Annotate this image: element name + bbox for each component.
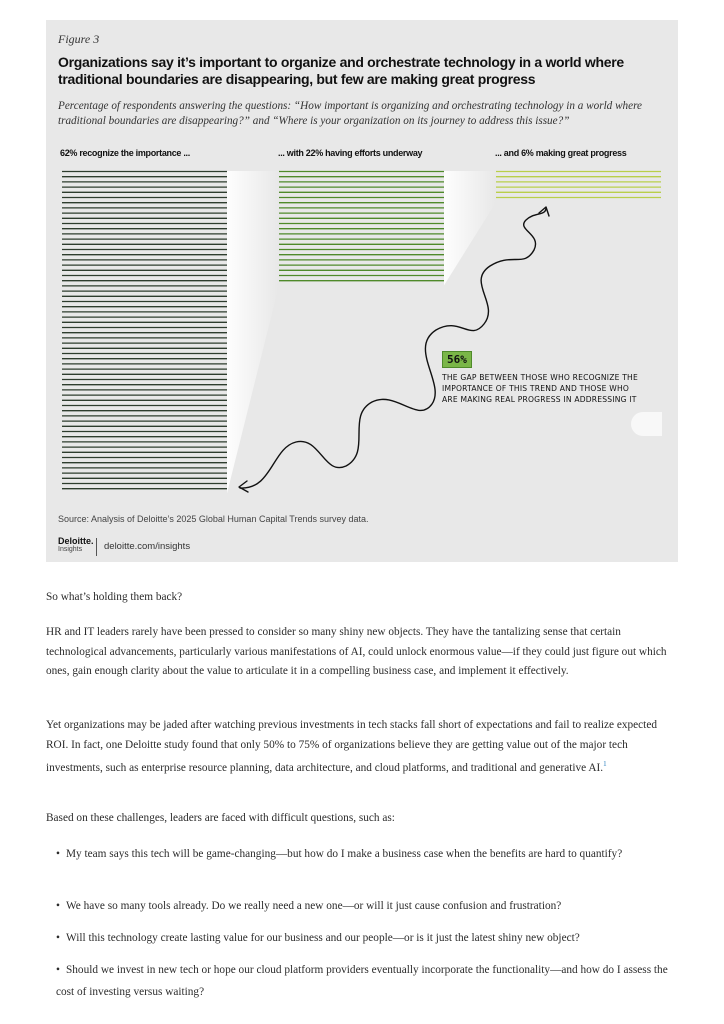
gap-callout-text: THE GAP BETWEEN THOSE WHO RECOGNIZE THE IMPORTANCE OF THIS TREND AND THOSE WHO ARE MAKING REAL PROGRESS IN ADDRESSING IT bbox=[442, 373, 638, 404]
list-item-text: We have so many tools already. Do we really need a new one—or will it just cause confusion and frustration? bbox=[66, 900, 562, 912]
list-item-text: Will this technology create lasting value for our business and our people—or is it just the latest shiny new object? bbox=[66, 932, 580, 944]
figure-panel bbox=[46, 20, 678, 562]
column-label-recognize: 62% recognize the importance ... bbox=[60, 148, 190, 158]
paragraph-2 bbox=[46, 716, 678, 778]
question-text: So what’s holding them back? bbox=[46, 591, 183, 603]
footnote-link[interactable]: 1 bbox=[603, 760, 607, 768]
paragraph-3-text: Based on these challenges, leaders are faced with difficult questions, such as: bbox=[46, 812, 395, 824]
side-tab-handle[interactable] bbox=[631, 412, 662, 436]
bullet-icon: • bbox=[56, 900, 60, 912]
insights-link[interactable]: deloitte.com/insights bbox=[104, 541, 191, 552]
list-item-text: Should we invest in new tech or hope our cloud platform providers eventually incorporate the functionality—and how do I assess the cost of investing versus waiting? bbox=[56, 964, 668, 998]
bar-2 bbox=[279, 172, 444, 281]
bar-3 bbox=[496, 172, 661, 198]
figure-label: Figure 3 bbox=[58, 32, 100, 46]
paragraph-1 bbox=[46, 623, 678, 682]
logo-sub: Insights bbox=[58, 546, 83, 553]
paragraph-1-text: HR and IT leaders rarely have been pressed to consider so many shiny new objects. They have the tantalizing sense that certain technological advancements, particularly various manifestations of AI, could unlock enormous value—if they could just figure out which ones, gain enough clarity about the value to articulate it in a compelling business case, and implement it effectively. bbox=[46, 626, 667, 677]
arrow-head-bottom-icon bbox=[239, 481, 248, 492]
figure-title: Organizations say it’s important to organize and orchestrate technology in a world where traditional boundaries are disappearing, but few are making great progress bbox=[58, 54, 624, 87]
gap-percent-badge: 56% bbox=[442, 351, 472, 368]
paragraph-3 bbox=[46, 809, 678, 829]
logo-brand: Deloitte. bbox=[58, 536, 94, 546]
figure-subtitle: Percentage of respondents answering the questions: “How important is organizing and orchestrating technology in a world where traditional boundaries are disappearing?” and “Where is your organization on its journey to address this issue?” bbox=[58, 100, 642, 127]
chart-graphic bbox=[46, 20, 678, 562]
list-item bbox=[56, 959, 678, 1003]
list-item bbox=[56, 843, 678, 865]
column-label-underway: ... with 22% having efforts underway bbox=[278, 148, 423, 158]
deloitte-insights-logo bbox=[58, 537, 94, 554]
list-item bbox=[56, 927, 678, 949]
figure-source: Source: Analysis of Deloitte’s 2025 Global Human Capital Trends survey data. bbox=[58, 514, 369, 524]
logo-divider bbox=[96, 538, 97, 556]
bar-fade-shadow bbox=[227, 171, 279, 493]
paragraph-2-text: Yet organizations may be jaded after watching previous investments in tech stacks fall short of expectations and fail to realize expected ROI. In fact, one Deloitte study found that only 50% to 75% of organizations believe they are getting value out of the major tech investments, such as enterprise resource planning, data architecture, and cloud platforms, and traditional and generative AI. bbox=[46, 719, 657, 774]
bar-fade-shadow bbox=[444, 171, 496, 285]
bullet-icon: • bbox=[56, 964, 60, 976]
bullet-icon: • bbox=[56, 848, 60, 860]
list-item bbox=[56, 895, 678, 917]
column-label-progress: ... and 6% making great progress bbox=[495, 148, 627, 158]
bar-1 bbox=[62, 172, 227, 489]
list-item-text: My team says this tech will be game-changing—but how do I make a business case when the benefits are hard to quantify? bbox=[66, 848, 623, 860]
bullet-icon: • bbox=[56, 932, 60, 944]
gap-callout bbox=[442, 350, 642, 405]
question-paragraph bbox=[46, 588, 678, 608]
